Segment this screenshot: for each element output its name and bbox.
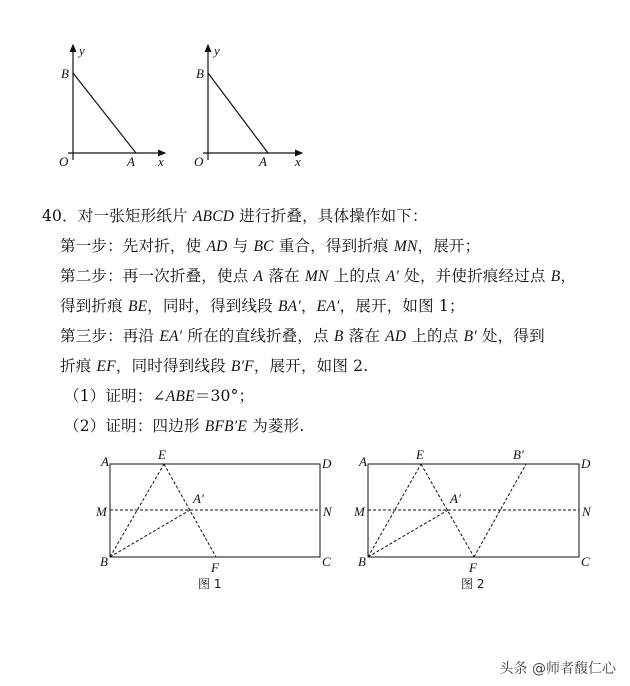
segment-ba-prime [110, 510, 190, 557]
figure-1 [95, 447, 333, 591]
origin-label: O [59, 154, 69, 169]
problem-line-1: 40．对一张矩形纸片 ABCD 进行折叠，具体操作如下： [42, 207, 428, 225]
problem-line-6: 折痕 EF，同时得到线段 B′F，展开，如图 2. [60, 357, 369, 375]
question-2: （2）证明：四边形 BFB′E 为菱形. [64, 417, 305, 435]
label-f: F [211, 560, 219, 575]
segment-ab [208, 73, 268, 153]
label-n: N [323, 504, 332, 519]
label-a: A [359, 454, 367, 469]
figure-2 [353, 447, 592, 591]
figure-1-caption: 图 1 [198, 577, 222, 591]
label-c: C [322, 554, 331, 569]
label-m: M [96, 504, 107, 519]
point-b-label: B [196, 66, 204, 81]
figure-2-caption: 图 2 [461, 577, 485, 591]
point-a-label: A [259, 154, 267, 169]
point-a-label: A [127, 154, 135, 169]
graph-1 [59, 43, 165, 169]
figures [0, 440, 630, 610]
y-axis-label: y [79, 43, 85, 58]
graph-2 [194, 43, 302, 169]
segment-ab [73, 73, 136, 153]
question-1: （1）证明：∠ABE＝30°； [64, 387, 255, 405]
label-c: C [581, 554, 590, 569]
label-a-prime: A′ [450, 491, 461, 506]
problem-line-4: 得到折痕 BE，同时，得到线段 BA′，EA′，展开，如图 1； [60, 297, 465, 315]
problem-line-5: 第三步：再沿 EA′ 所在的直线折叠，点 B 落在 AD 上的点 B′ 处，得到 [60, 327, 545, 345]
label-m: M [354, 504, 365, 519]
label-b: B [358, 554, 366, 569]
label-d: D [581, 456, 591, 471]
label-d: D [322, 456, 332, 471]
y-axis-label: y [214, 43, 220, 58]
x-axis-label: x [158, 154, 164, 169]
segment-ba-prime [368, 510, 448, 557]
problem-line-2: 第一步：先对折，使 AD 与 BC 重合，得到折痕 MN，展开； [60, 237, 481, 255]
label-f: F [469, 560, 477, 575]
watermark: 头条 @师者馥仁心 [499, 661, 616, 677]
label-b: B [100, 554, 108, 569]
label-e: E [158, 447, 166, 462]
label-a-prime: A′ [193, 491, 204, 506]
x-axis-label: x [295, 154, 301, 169]
problem-line-3: 第二步：再一次折叠，使点 A 落在 MN 上的点 A′ 处，并使折痕经过点 B， [60, 267, 577, 285]
label-n: N [582, 504, 591, 519]
origin-label: O [194, 154, 204, 169]
label-a: A [101, 454, 109, 469]
problem-number: 40． [42, 207, 78, 225]
label-b-prime: B′ [513, 447, 524, 462]
point-b-label: B [61, 66, 69, 81]
top-graphs [0, 0, 630, 180]
label-e: E [416, 447, 424, 462]
